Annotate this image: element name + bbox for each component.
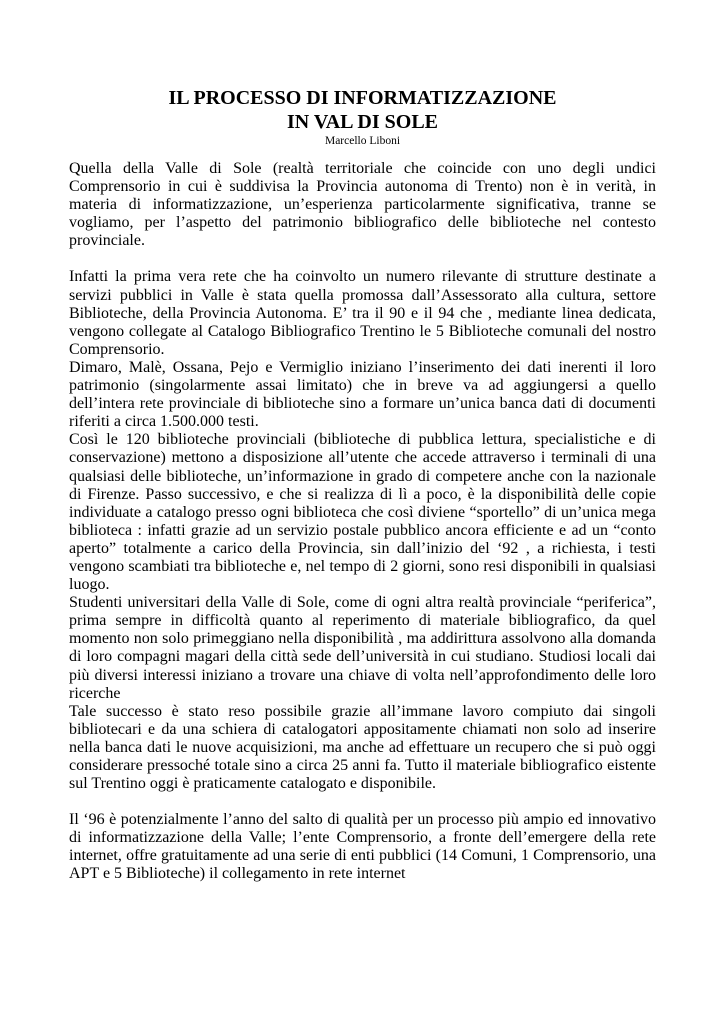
title-line-1: IL PROCESSO DI INFORMATIZZAZIONE <box>168 87 557 109</box>
title-line-2: IN VAL DI SOLE <box>287 111 438 133</box>
paragraph-1: Quella della Valle di Sole (realtà territoriale che coincide con uno degli undici Comprensorio in cui è suddivisa la Provincia autonoma di Trento) non è in verità, in materia di informatizzazione, un’esperienza particolarmente significativa, tranne se vogliamo, per l’aspetto del patrimonio bibliografico delle biblioteche nel contesto provinciale. <box>69 160 656 250</box>
document-title <box>69 86 656 134</box>
paragraph-3: Dimaro, Malè, Ossana, Pejo e Vermiglio iniziano l’inserimento dei dati inerenti il loro patrimonio (singolarmente assai limitato) che in breve va ad aggiungersi a quello dell’intera rete provinciale di biblioteche sino a formare un’unica banca dati di documenti riferiti a circa 1.500.000 testi. <box>69 358 656 431</box>
document-page <box>69 86 656 884</box>
paragraph-7: Il ‘96 è potenzialmente l’anno del salto di qualità per un processo più ampio ed innovativo di informatizzazione della Valle; l’ente Comprensorio, a fronte dell’emergere della rete internet, offre gratuitamente ad una serie di enti pubblici (14 Comuni, 1 Comprensorio, una APT e 5 Biblioteche) il collegamento in rete internet <box>69 811 656 883</box>
paragraph-4: Così le 120 biblioteche provinciali (biblioteche di pubblica lettura, specialistiche e di conservazione) mettono a disposizione all’utente che accede attraverso i terminali di una qualsiasi delle biblioteche, un’informazione in grado di competere anche con la nazionale di Firenze. Passo successivo, e che si realizza di lì a poco, è la disponibilità delle copie individuate a catalogo presso ogni biblioteca che così diviene “sportello” di un’unica mega biblioteca : infatti grazie ad un servizio postale pubblico ancora efficiente e ad un “conto aperto” totalmente a carico della Provincia, sin dall’inizio del ‘92 , a richiesta, i testi vengono scambiati tra biblioteche e, nel tempo di 2 giorni, sono resi disponibili in qualsiasi luogo. <box>69 431 656 594</box>
paragraph-5: Studenti universitari della Valle di Sole, come di ogni altra realtà provinciale “periferica”, prima sempre in difficoltà quanto al reperimento di materiale bibliografico, da quel momento non solo primeggiano nella disponibilità , ma addirittura assolvono alla domanda di loro compagni magari della città sede dell’università in cui studiano. Studiosi locali dai più diversi interessi iniziano a trovare una chiave di volta nell’approfondimento delle loro ricerche <box>69 594 656 702</box>
paragraph-6: Tale successo è stato reso possibile grazie all’immane lavoro compiuto dai singoli bibliotecari e da una schiera di catalogatori appositamente chiamati non solo ad inserire nella banca dati le nuove acquisizioni, ma anche ad effettuare un recupero che si può oggi considerare pressoché totale sino a circa 25 anni fa. Tutto il materiale bibliografico eistente sul Trentino oggi è praticamente catalogato e disponibile. <box>69 702 656 793</box>
paragraph-2: Infatti la prima vera rete che ha coinvolto un numero rilevante di strutture destinate a servizi pubblici in Valle è stata quella promossa dall’Assessorato alla cultura, settore Biblioteche, della Provincia Autonoma. E’ tra il 90 e il 94 che , mediante linea dedicata, vengono collegate al Catalogo Bibliografico Trentino le 5 Biblioteche comunali del nostro Comprensorio. <box>69 268 656 358</box>
author-name: Marcello Liboni <box>324 135 401 147</box>
